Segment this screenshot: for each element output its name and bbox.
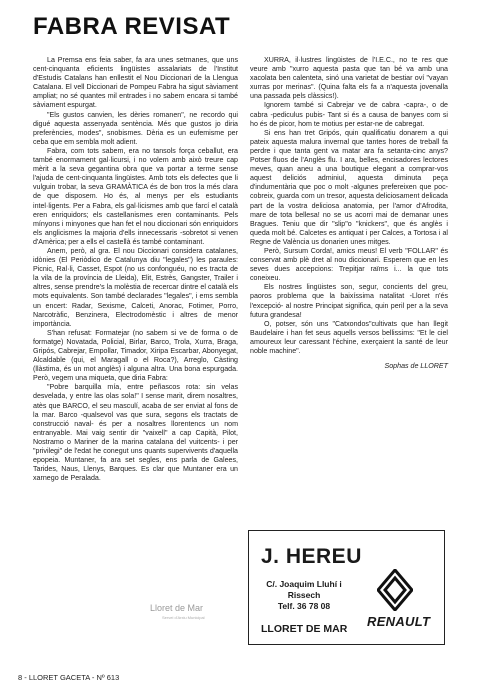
paragraph: Però, Sursum Corda!, amics meus! El verb "FOLLAR" és conservat amb plè dret al nou diccionari. Esperem que en les seves dues accepcions: Trepitjar raïms i... la que tots coneixeu.	[250, 246, 448, 283]
ad-town: LLORET DE MAR	[261, 623, 348, 635]
author-signature: Sophas de LLORET	[384, 362, 448, 371]
article-title: FABRA REVISAT	[33, 13, 231, 40]
paragraph: Fabra, com tots sabem, era no tansols força ceballut, era també enormament gal·licursi, i no volem amb això treure cap mèrit a la seva gegantina obra que va portar a terme sense l'ajuda de cent-cinquanta lingüistes. Amb tots els defectes que li vulguin trobar, la seva GRAMÀTICA és de bon tros la més clara de que disposem. Ho és, al menys per els estudiants intel·ligents. Per a Fabra, els gal·licismes amb que farcí el català eren enriquidors; els castellanismes eren contaminants. Pels mínyons i minyones que han fet el nou diccionari són enriquidors els anglicismes la majoria d'ells innecessaris -sobretot si venen d'Amèrica; per a ells el castellà és també contaminant.	[33, 146, 238, 246]
paragraph: Ignorem també si Cabrejar ve de cabra -capra-, o de cabra -pediculus pubis- Tant si és a causa de banyes com si ho és de picor, hom te motius per estar-ne de cabregat.	[250, 101, 448, 128]
advertisement-box	[248, 530, 445, 645]
renault-diamond-icon	[377, 569, 413, 611]
archive-watermark	[150, 604, 205, 622]
watermark-name: Lloret de Mar	[150, 603, 204, 613]
watermark-subtitle: Servei d'Arxiu Municipal	[162, 615, 205, 620]
paragraph: Anem, però, al gra. El nou Diccionari considera catalanes, idònies (El Periòdico de Catalunya diu "legales") les paraules: Picnic, Ral·li, Casset, Espot (no us confonguéu, no es tracta de la vila de la província de Lleida), Elit, Estrès, Gangster, Trailer i altres, sense prendre's la molèstia de recercar dintre el català els mots equivalents. Son també declarades "legales", i ems sembla un encert: Radar, Sexisme, Calceti, Anorac, Fotimer, Porro, Narcotràfic, Benzinera, Electrodomèstic i altres de menor importància.	[33, 246, 238, 328]
paragraph: Els nostres lingüistes son, segur, concients del greu, paoros problema que la baixíssima natalitat -Lloret n'és l'excepció- al nostre Principat significa, quin peril per a la seva futura grandesa!	[250, 283, 448, 319]
page-footer: 8 - LLORET GACETA - Nº 613	[18, 673, 120, 682]
ad-business-name: J. HEREU	[261, 545, 362, 568]
article-left-column	[33, 56, 238, 483]
ad-phone: Telf. 36 78 08	[277, 601, 331, 611]
paragraph: S'han refusat: Formatejar (no sabem si ve de forma o de formatge) Novatada, Policial, Birlar, Barco, Trola, Xurra, Braga, Gripós, Cabrejar, Empollar, Timador, Xiripa Escarbar, Abonyegat, Alcaldable (qui, el Maragall o el Roca?), Arreglo, Càsting (llàstima, és un mot anglès) i alguna altra. Una bona espurgada. Però, vegem una miqueta, que diria Fabra:	[33, 328, 238, 383]
paragraph: XURRA, il·lustres lingüistes de l'I.E.C., no te res que veure amb "xurro aquesta pasta que tan bé va amb una xacolata ben calenteta, sinó una varietat de bestiar oví "vayan xurras por merinas". (Quina falta els fa a n'aquesta jovenalla una passada pels clàssics!).	[250, 56, 448, 101]
paragraph: "Pobre barquilla mía, entre peñascos rota: sin velas desvelada, y entre las olas sola!" I sense marit, direm nosaltres, atès que BARCO, el seu masculí, acaba de ser enviat al fons de la mar. Barco -qualsevol vas que sura, segons els tractats de construcció naval- és per a nosaltres llorentencs un nom entranyable. Mai vaig sentir dir "vaixell" a cap Capità, Pilot, Nostramo o Mariner de la marina catalana del vuitcents- i per "privilegi" de l'edat he conegut uns quants supervivents d'aquella epopeia. Muntaner, fa ara set segles, ens parla de Galees, Tarides, Naus, Llenys, Barques. Es clar que Muntaner era un xarnego de Peralada.	[33, 383, 238, 483]
paragraph: "Els gustos canvien, les dèries romanen", ne recordo qui digué aquesta assenyada sentència. Més que gustos jo diria preferències, modes", snobismes. Dèria es un eufemisme per ceba que em sembla molt adient.	[33, 110, 238, 146]
paragraph: O, potser, són uns "Catxondos"cultivats que han llegit Baudelaire i han fet seus aquells versos bellissims: "Et le ciel amoureux leur caressant l'échine, exerçaient la santé de leur noble machine".	[250, 319, 448, 355]
paragraph: La Premsa ens feia saber, fa ara unes setmanes, que uns cent-cinquanta eficients lingüistes assalariats de l'Institut d'Estudis Catalans han enllestit el Nou Diccionari de la Llengua Catalana. El vell Diccionari de Pompeu Fabra ha sigut sàviament ampliat; no sé quantes mil entrades i no sabem encara si també sàviament espurgat.	[33, 56, 238, 110]
ad-brand-name: RENAULT	[367, 614, 431, 629]
ad-contact-block	[263, 579, 345, 612]
article-right-column	[250, 56, 448, 371]
ad-address: C/. Joaquim Lluhí i Rissech	[266, 579, 342, 600]
paragraph: Si ens han tret Gripós, quin qualificatiu donarem a qui pateix aquesta malura invernal que tantes hores de treball fa perdre i que tanta gent va matar ara fa setanta-cinc anys? Potser fluos de l'Anglès flu. I ara, belles, encisadores lectores meves, quan aneu a una boutique elegant a comprar-vos aquest deliciós adminiul, aquesta diminuta peça d'indumentària que poc o molt -algunes prefereixen que poc- cobreix, guarda com un tresor, aquesta deliciosament delicada part de la vostra deliciosa anatomia, per l'amor d'Afrodita, mare de tota bellesa! no se us acorri mai de demanar unes Bragues. Teniu que dir "slip"o "knickers", que és anglès i queda molt bé. Calcetes es antiquat i per Calces, a Tortosa i al Regne de València us donarien unes mitges.	[250, 128, 448, 246]
